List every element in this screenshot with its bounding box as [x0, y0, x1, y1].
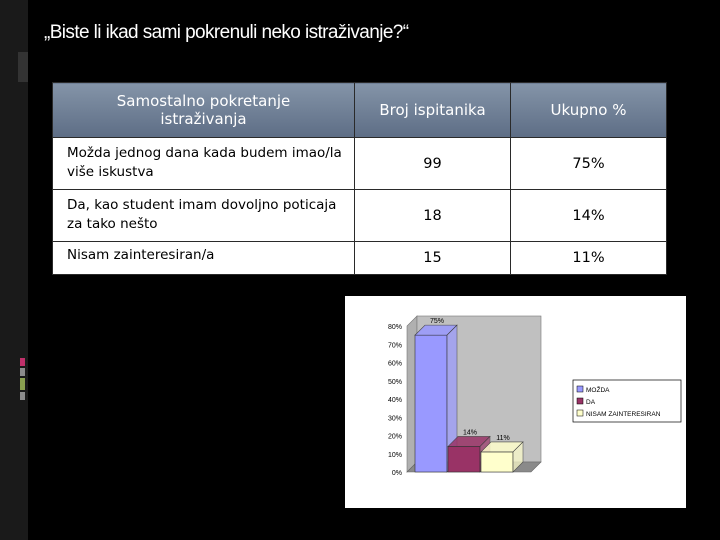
- legend-swatch: [577, 386, 583, 392]
- y-tick-label: 20%: [387, 433, 402, 441]
- slide-title: „Biste li ikad sami pokrenuli neko istraživanje?“: [44, 22, 409, 43]
- row-count: 15: [355, 242, 511, 275]
- y-tick-label: 10%: [387, 451, 402, 459]
- accent-pink-1: [20, 358, 25, 366]
- row-count: 18: [355, 190, 511, 242]
- data-label: 11%: [496, 434, 510, 442]
- y-tick-label: 60%: [387, 360, 402, 368]
- legend-label: MOŽDA: [586, 387, 610, 394]
- row-percent: 11%: [511, 242, 667, 275]
- accent-grey-2: [20, 392, 25, 400]
- row-label: Da, kao student imam dovoljno poticaja za tako nešto: [53, 190, 355, 242]
- bar-chart: [345, 296, 686, 508]
- y-tick-label: 40%: [387, 397, 402, 404]
- legend-swatch: [577, 398, 583, 404]
- data-label: 14%: [462, 429, 478, 437]
- row-label: Možda jednog dana kada budem imao/la više iskustva: [53, 138, 355, 190]
- y-tick-label: 0%: [391, 470, 402, 477]
- row-percent: 14%: [511, 190, 667, 242]
- table-row: [53, 242, 667, 275]
- row-count: 99: [355, 138, 511, 190]
- header-topic: Samostalno pokretanje istraživanja: [53, 83, 355, 138]
- left-decor-block: [18, 52, 28, 82]
- legend-label: NISAM ZAINTERESIRAN: [586, 411, 661, 418]
- y-tick-label: 70%: [387, 342, 402, 350]
- survey-table: [52, 82, 667, 275]
- y-tick-label: 30%: [387, 415, 402, 423]
- legend-label: DA: [586, 399, 596, 406]
- bar-front: [448, 446, 480, 472]
- y-tick-label: 50%: [387, 378, 402, 386]
- table-row: [53, 138, 667, 190]
- accent-grey-1: [20, 368, 25, 376]
- bar-front: [415, 335, 447, 472]
- bar-chart-svg: [345, 296, 686, 508]
- header-percent: Ukupno %: [511, 83, 667, 138]
- row-percent: 75%: [511, 138, 667, 190]
- table-row: [53, 190, 667, 242]
- header-count: Broj ispitanika: [355, 83, 511, 138]
- y-tick-label: 80%: [387, 324, 402, 331]
- row-label: Nisam zainteresiran/a: [53, 242, 355, 275]
- data-label: 75%: [429, 318, 445, 326]
- accent-green: [20, 378, 25, 390]
- legend-swatch: [577, 410, 583, 416]
- bar-front: [481, 452, 513, 472]
